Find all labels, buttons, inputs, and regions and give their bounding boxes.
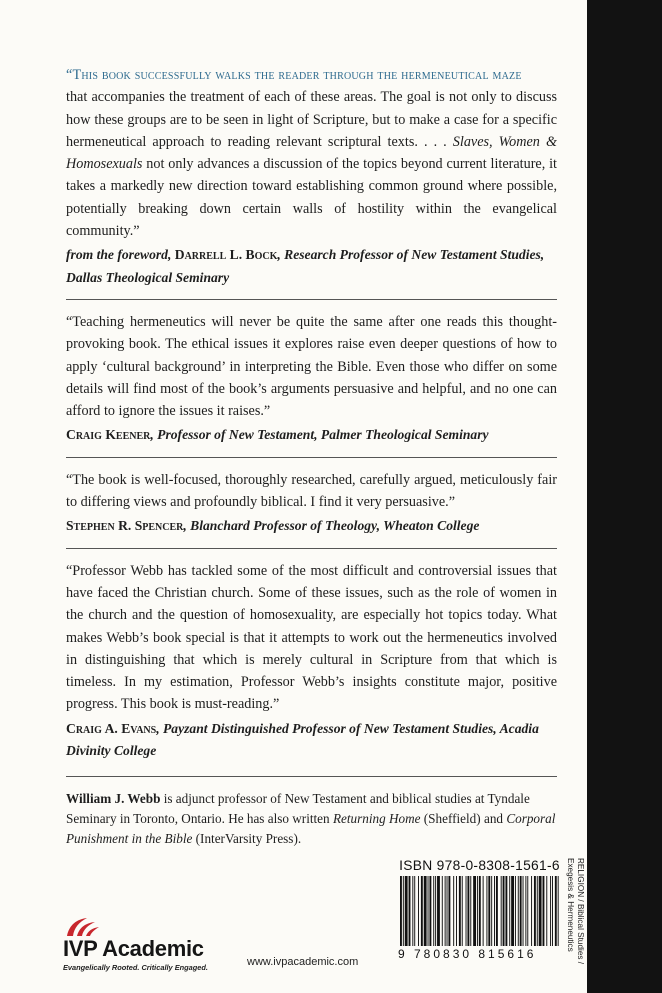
endorsement-evans (66, 560, 557, 763)
other-book-title: Returning Home (332, 810, 421, 826)
divider (66, 299, 557, 300)
barcode-block (398, 858, 561, 961)
endorsement-keener (66, 311, 557, 447)
endorsement-text: “Teaching hermeneutics will never be quite the same after one reads this thought-provoking book. The ethical issues it explores raise even deeper questions of how to apply ‘cultural background’ in interpreting the Bible. Even those who differ on some details will find most of the book’s arguments persuasive and helpful, and no one can afford to ignore the issues it raises.” (66, 313, 557, 420)
endorsement-attribution (66, 424, 557, 446)
barcode-icon (398, 876, 561, 946)
ivp-flame-icon (65, 916, 101, 938)
barcode-number: 9 780830 815616 (398, 947, 537, 961)
endorsement-spencer (66, 469, 557, 538)
endorsement-text: “This book successfully walks the reader through the hermeneutical maze that accompanies the treatment of each of these areas. The goal is not only to discuss how these groups are to be seen in light of Scripture, but to make a case for a specific hermeneutical approach to reading relevant scriptural texts. . . . Slaves, Women & Homosexuals not only advances a discussion of the topics beyond current literature, it takes a markedly new direction toward establishing common ground where possible, potentially breaking down certain walls of hostility within the evangelical community.” (66, 67, 557, 240)
endorser-role: , Professor of New Testament, Palmer Theological Seminary (150, 427, 489, 443)
author-name: William J. Webb (66, 791, 161, 807)
endorser-role: , Research Professor of New Testament Studies, Dallas Theological Seminary (66, 247, 545, 285)
endorser-name: Darrell L. Bock (174, 247, 278, 263)
isbn: ISBN 978-0-8308-1561-6 (399, 858, 560, 873)
publisher-logo (63, 916, 213, 976)
category-label: RELIGION / Biblical Studies / Exegesis & Hermeneutics (566, 858, 585, 965)
endorsement-attribution (66, 515, 557, 537)
back-cover-content (66, 64, 557, 848)
book-title: Slaves, Women & Homosexuals (66, 133, 557, 173)
endorser-name: Craig Keener (66, 427, 151, 443)
book-spine (587, 0, 662, 993)
endorsement-attribution: from the foreword, Darrell L. Bock, Research Professor of New Testament Studies, Dallas Theological Seminary (66, 247, 545, 285)
divider (66, 548, 557, 549)
endorsement-bock (66, 64, 557, 289)
publisher-tagline: Evangelically Rooted. Critically Engaged. (63, 963, 208, 972)
endorsement-lead: “This book successfully walks the reader through the hermeneutical maze (66, 67, 522, 83)
publisher-website[interactable]: www.ivpacademic.com (247, 956, 359, 968)
other-book-title: Corporal Punishment in the Bible (66, 810, 556, 846)
endorsement-attribution (66, 718, 557, 763)
author-bio: William J. Webb is adjunct professor of New Testament and biblical studies at Tyndale Seminary in Toronto, Ontario. He has also written Returning Home (Sheffield) and Corporal Punishment in the Bible (InterVarsity Press). (66, 791, 556, 846)
publisher-name: IVP Academic (63, 936, 204, 961)
divider (66, 776, 557, 777)
endorser-role: , Blanchard Professor of Theology, Wheaton College (183, 518, 480, 534)
endorsement-text: “Professor Webb has tackled some of the most difficult and controversial issues that have faced the Christian church. Some of these issues, such as the role of women in the church and the question of homosexuality, are especially hot topics today. What makes Webb’s book special is that it attempts to work out the hermeneutics involved in distinguishing that which is merely cultural in Scripture from that which is timeless. In my estimation, Professor Webb’s insights constitute major, positive progress. This book is must-reading.” (66, 562, 557, 713)
bisac-category (565, 858, 587, 978)
divider (66, 457, 557, 458)
endorser-name: Stephen R. Spencer (66, 518, 184, 534)
endorser-name: Craig A. Evans (66, 720, 157, 736)
endorser-role: , Payzant Distinguished Professor of New Testament Studies, Acadia Divinity College (66, 720, 539, 759)
endorsement-text: “The book is well-focused, thoroughly researched, carefully argued, meticulously fair to differing views and profoundly biblical. I find it very persuasive.” (66, 471, 557, 511)
